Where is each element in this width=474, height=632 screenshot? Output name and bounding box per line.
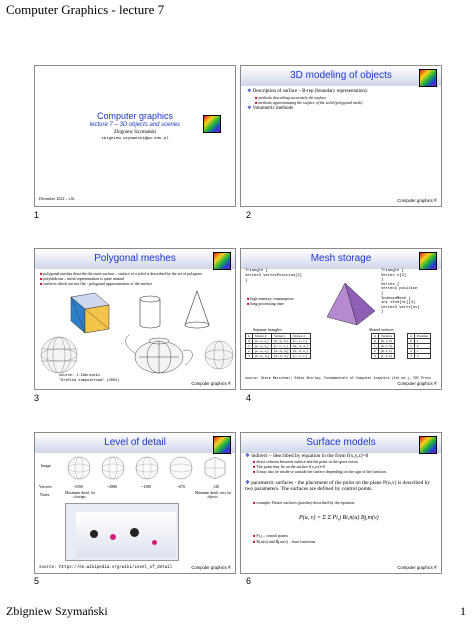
slide2-subbullet-2: ■ methods approximating the surface of the solid (polygonal mesh) [255, 100, 363, 105]
bezier-formula: P(u, v) = Σ Σ Pi,j Bi,n(u) Bj,m(v) [299, 515, 379, 521]
cube-mesh-image [71, 293, 109, 333]
slide6-subbullet-2: ■ The point may lie on the surface f(x,y,z)=0 [253, 464, 325, 469]
slide1-author: Zbigniew Szymański [113, 130, 157, 135]
slide4-note-2: ■ long processing time [247, 301, 284, 306]
cone-mesh-image [185, 291, 209, 328]
slide-footer: Computer graphics ® [397, 198, 437, 203]
slide4-note-1: ■ high memory consumption [247, 296, 294, 301]
logo-icon [419, 252, 437, 270]
document-header: Computer Graphics - lecture 7 [6, 2, 165, 17]
vertices-table: # Position 0 a 1 b 2 c 3 d [407, 333, 431, 359]
triangles-table: # Vertices 0 (0, 1, 2) 1 (0, 2, 3) 2 (0, 3, 1) 3 (1, 3, 2) [371, 333, 395, 359]
slide2-bullet-2: ❖ Volumetric methods [247, 106, 293, 111]
slide6-subbullet-3: ■ It may also be inside or outside the surface depending on the sign of the function. [253, 469, 387, 474]
logo-icon [419, 436, 437, 454]
logo-icon [213, 252, 231, 270]
slide2-subbullet-1: ■ methods describing accurately the surface [255, 95, 327, 100]
slide-number: 1 [34, 210, 40, 220]
slide3-source-1: source: J.Zabrodzki [59, 374, 100, 378]
slide6-subbullet-4: ■ example: Bezier surfaces (patches) described by the equation: [253, 500, 356, 505]
lod-vertices-3: ~1580 [141, 484, 152, 489]
slide-4 [240, 248, 442, 390]
logo-icon [203, 115, 221, 133]
separate-triangles-label: Separate triangles [253, 327, 282, 332]
slide6-bullet-2: ❖ parametric surfaces - the placement of the point on the plane P(u,v) is described by two parameters. The surfaces are defined by control points. [245, 480, 431, 493]
slide-footer: Computer graphics ® [191, 381, 231, 386]
slide3-bullet-1: ■ polygonal meshes describe the outer surface – surface of a solid is described by the set of polygons [40, 271, 202, 276]
separate-triangles-table: # Vertex 0 Vertex 1 Vertex 2 0 (aₓ, aᵧ, a₂) (bₓ, bᵧ, b₂) (cₓ, cᵧ, c₂) 1 (aₓ, aᵧ, a₂) (cₓ, cᵧ, c₂) (dₓ, dᵧ, d₂) 2 (aₓ, aᵧ, a₂) (dₓ, dᵧ, d₂) (bₓ, bᵧ, b₂) 3 (bₓ, bᵧ, b₂) (dₓ, dᵧ, d₂) (cₓ, cᵧ, c₂) [245, 333, 311, 359]
lod-vertices-2: ~2880 [107, 484, 118, 489]
footer-author: Zbigniew Szymański [6, 604, 108, 618]
footer-page-number: 1 [460, 604, 466, 618]
row-label-vertices: Vertices [39, 484, 52, 489]
slide2-bullet-1: ❖ Description of surface – B-rep (boundary representation): [247, 89, 368, 94]
lod-note-left: Maximum detail, for closeups. [65, 491, 95, 500]
slide-footer: Computer graphics ® [397, 381, 437, 386]
slide-1 [34, 65, 236, 207]
sphere-lowpoly-image [205, 341, 233, 369]
slide4-title: Mesh storage [310, 253, 372, 264]
logo-icon [419, 69, 437, 87]
slide1-subtitle: lecture 7 – 3D objects and scenes [89, 122, 181, 128]
lod-note-right: Minimum detail, very far objects. [194, 491, 232, 500]
slide1-date: December 2022 – v.8c [39, 196, 75, 201]
slide-2 [240, 65, 442, 207]
slide2-title: 3D modeling of objects [290, 70, 392, 81]
cylinder-mesh-image [140, 296, 160, 328]
lod-vertices-1: ~5500 [73, 484, 84, 489]
slide3-source-2: "Grafika komputerowa" (2004) [59, 379, 120, 383]
polygonal-mesh-illustrations [35, 287, 236, 377]
slide3-bullet-2: ■ polyhedrons – mesh representation is quite natural [40, 276, 125, 281]
slide-number: 6 [246, 576, 252, 586]
slide6-subbullet-1: ■ direct relation between surface and the point in the space exists. [253, 459, 359, 464]
slide6-subbullet-6: ■ Bi,n(u) and Bj,m(v) – base functions [253, 539, 316, 544]
logo-icon [213, 436, 231, 454]
slide-number: 5 [34, 576, 40, 586]
slide-number: 2 [246, 210, 252, 220]
lod-spheres [63, 455, 233, 481]
code-right: Triangle { Vertex v[3] } Vertex { vertex3 position } IndexedMesh { int tInd[nt][3] vertex3 verts[nv] } [381, 269, 420, 315]
slide1-title: Computer graphics [96, 111, 174, 121]
slide5-source: source: https://en.wikipedia.org/wiki/Level_of_detail [39, 566, 173, 570]
row-label-notes: Notes [40, 492, 50, 497]
slide-number: 4 [246, 393, 252, 403]
slide-footer: Computer graphics ® [397, 565, 437, 570]
slide6-subbullet-5: ■ Pi,j – control points [253, 533, 288, 538]
slide4-source: source: Steve Marschner, Steve Shirley, Fundamentals of Computer Graphics (4th ed.), CRC Press [245, 376, 431, 380]
slide-number: 3 [34, 393, 40, 403]
slide3-title: Polygonal meshes [94, 253, 176, 264]
slide-5 [34, 432, 236, 574]
tetrahedron-diagram [321, 279, 381, 329]
slide6-bullet-1: ❖ indirect – described by equation in the form f(x,y,z)=0 [245, 453, 369, 459]
code-left: Triangle { vertex3 vertexPosition[3] } [245, 269, 302, 283]
slide5-title: Level of detail [104, 437, 166, 448]
slide3-bullet-3: ■ surfaces which are not flat - polygonal approximation of the surface [40, 281, 153, 286]
teapot-mesh-image [126, 335, 193, 373]
lod-render-screenshot [65, 503, 179, 561]
slide6-title: Surface models [306, 437, 376, 448]
slide-3 [34, 248, 236, 390]
shared-vertices-label: Shared vertices [369, 327, 394, 332]
lod-vertices-4: ~670 [177, 484, 186, 489]
slide1-email: zbigniew.szymanski@pw.edu.pl [101, 137, 169, 141]
slide-footer: Computer graphics ® [191, 565, 231, 570]
lod-vertices-5: 140 [213, 484, 219, 489]
slide-6 [240, 432, 442, 574]
sphere-mesh-image [41, 337, 77, 373]
row-label-image: Image [41, 463, 51, 468]
